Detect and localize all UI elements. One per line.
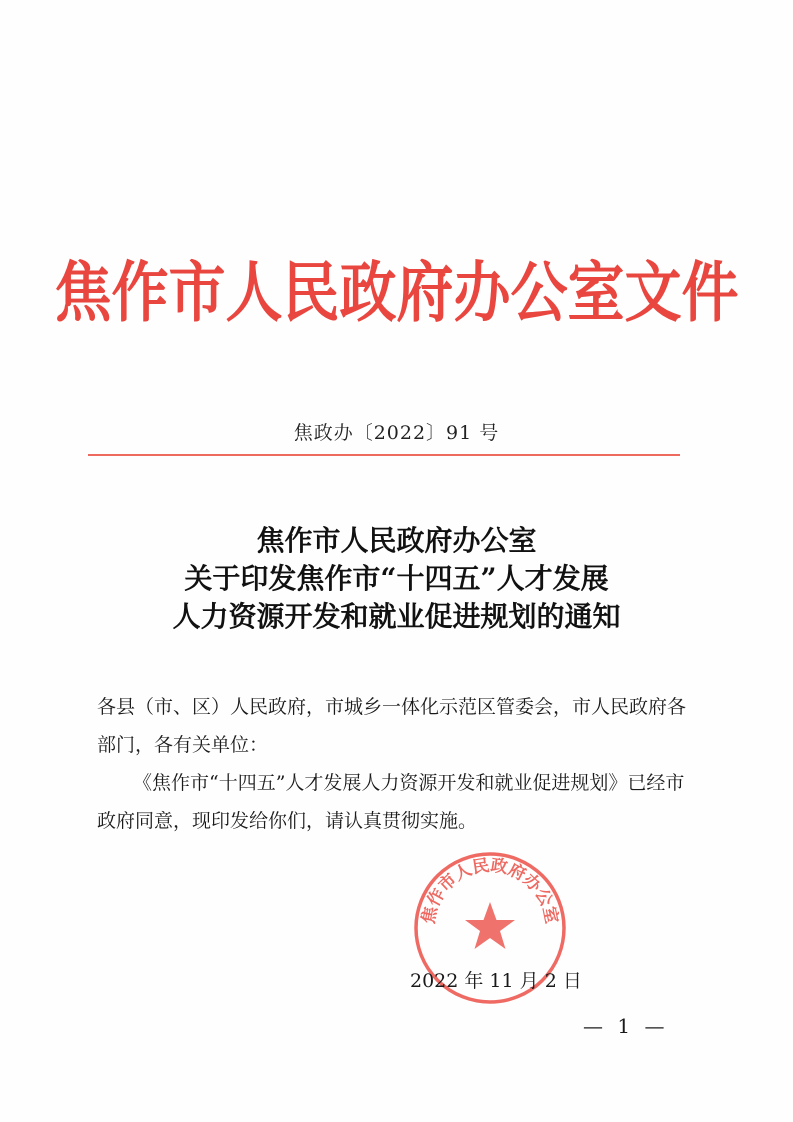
seal-text: 焦作市人民政府办公室 bbox=[418, 855, 562, 926]
notice-body bbox=[97, 688, 697, 840]
seal-star-icon bbox=[465, 902, 515, 949]
content-paragraph: 《焦作市“十四五”人才发展人力资源开发和就业促进规划》已经市政府同意，现印发给你们，请认真贯彻实施。 bbox=[97, 772, 685, 832]
notice-title-line-3: 人力资源开发和就业促进规划的通知 bbox=[172, 600, 621, 633]
page-number: — 1 — bbox=[583, 1014, 669, 1038]
red-divider-line bbox=[88, 454, 680, 456]
issue-date: 2022 年 11 月 2 日 bbox=[410, 970, 582, 992]
notice-title-line-2: 关于印发焦作市“十四五”人才发展 bbox=[184, 562, 609, 595]
document-header-title: 焦作市人民政府办公室文件 bbox=[54, 255, 739, 331]
notice-title-line-1: 焦作市人民政府办公室 bbox=[256, 524, 537, 557]
document-number: 焦政办〔2022〕91 号 bbox=[293, 422, 500, 444]
recipients-paragraph: 各县（市、区）人民政府，市城乡一体化示范区管委会，市人民政府各部门，各有关单位： bbox=[97, 696, 687, 756]
notice-title bbox=[0, 522, 793, 636]
